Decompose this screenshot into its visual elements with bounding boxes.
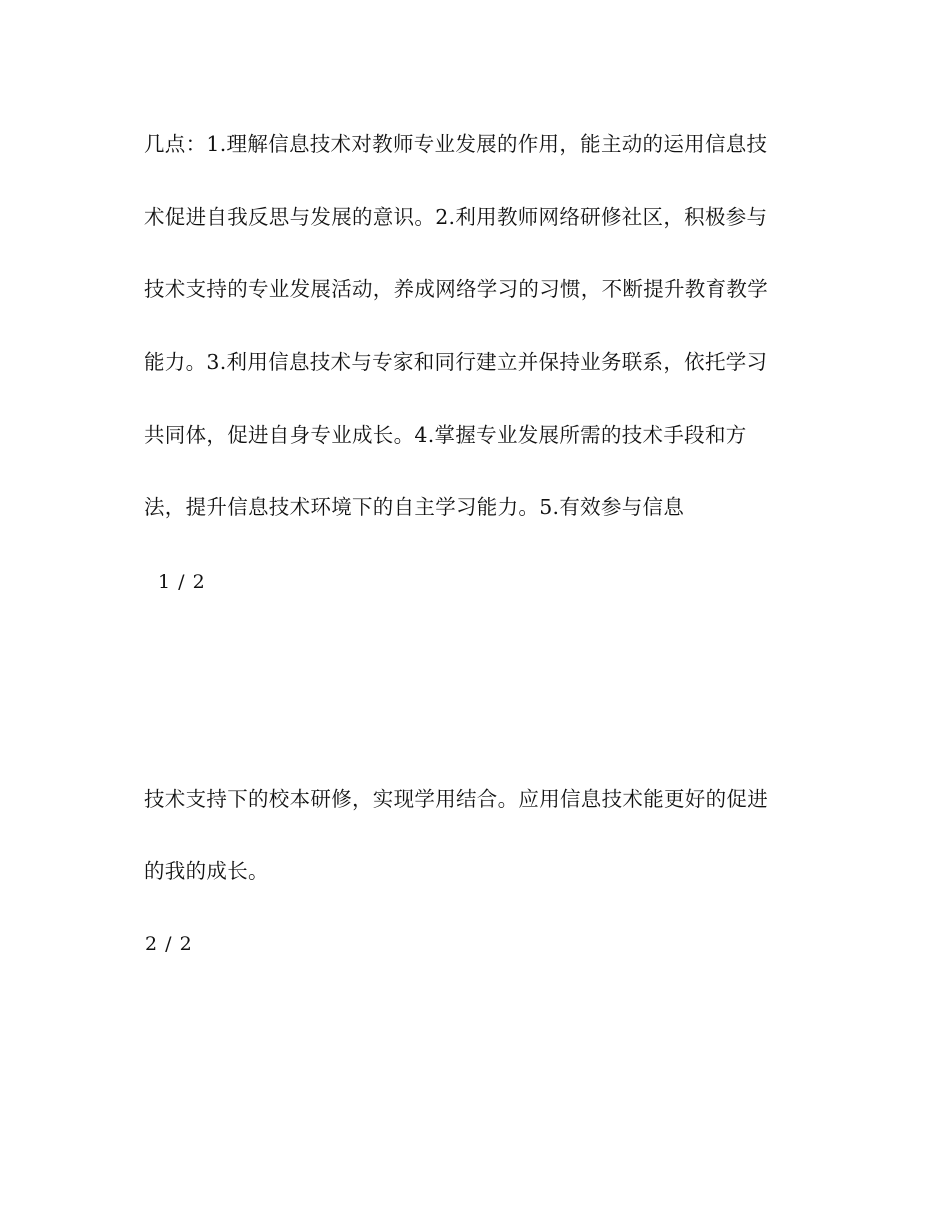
paragraph-line: 技术支持下的校本研修，实现学用结合。应用信息技术能更好的促进 bbox=[144, 787, 768, 811]
page-number: 1 / 2 bbox=[158, 571, 206, 593]
paragraph-line: 技术支持的专业发展活动，养成网络学习的习惯，不断提升教育教学 bbox=[144, 277, 768, 301]
paragraph-line: 的我的成长。 bbox=[144, 859, 269, 883]
page-number: 2 / 2 bbox=[145, 933, 193, 955]
paragraph-line: 能力。3.利用信息技术与专家和同行建立并保持业务联系，依托学习 bbox=[144, 350, 768, 374]
paragraph-line: 法，提升信息技术环境下的自主学习能力。5.有效参与信息 bbox=[144, 495, 685, 519]
paragraph-line: 几点：1.理解信息技术对教师专业发展的作用，能主动的运用信息技 bbox=[144, 132, 768, 156]
paragraph-line: 术促进自我反思与发展的意识。2.利用教师网络研修社区，积极参与 bbox=[144, 205, 768, 229]
paragraph-line: 共同体，促进自身专业成长。4.掌握专业发展所需的技术手段和方 bbox=[144, 423, 747, 447]
